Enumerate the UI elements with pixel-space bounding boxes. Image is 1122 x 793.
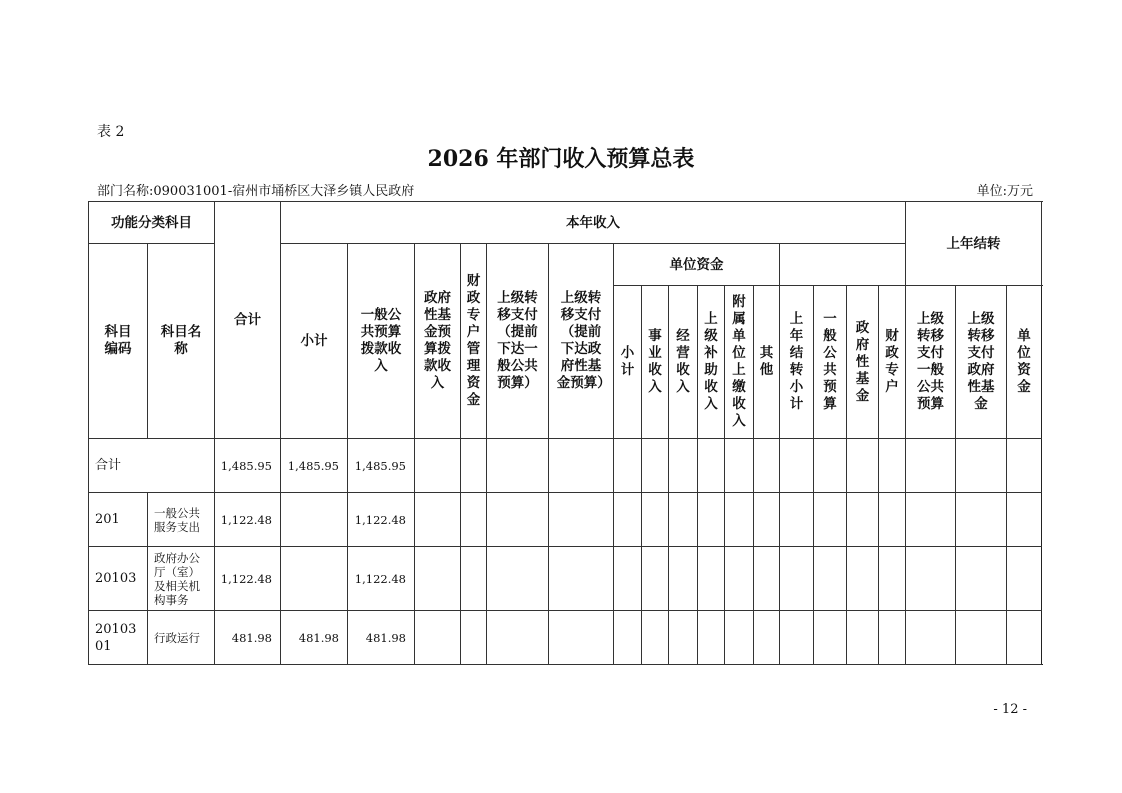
header-fiscal-special: 财政专户管理资金 [461, 244, 487, 439]
header-uf-subtotal: 小计 [614, 286, 642, 439]
header-uf-other: 其他 [754, 286, 780, 439]
header-general-budget: 一般公共预算拨款收入 [348, 244, 415, 439]
row-general-budget: 481.98 [348, 611, 415, 665]
header-ly-transfer-fund: 上级转移支付政府性基金 [956, 286, 1007, 439]
row-code: 201 [89, 493, 148, 547]
row-name: 行政运行 [148, 611, 215, 665]
header-ly-transfer-general: 上级转移支付一般公共预算 [906, 286, 956, 439]
row-code: 合计 [89, 439, 215, 493]
header-transfer-general: 上级转移支付（提前下达一般公共预算） [487, 244, 549, 439]
header-ly-unit: 单位资金 [1007, 286, 1042, 439]
document-title: 2026 年部门收入预算总表 [427, 146, 695, 172]
table-row [89, 611, 1042, 665]
row-name: 一般公共服务支出 [148, 493, 215, 547]
budget-table [88, 201, 1042, 665]
header-ly-gov-fund: 政府性基金 [847, 286, 879, 439]
header-uf-affiliated: 附属单位上缴收入 [725, 286, 754, 439]
header-ly-subtotal: 上年结转小计 [780, 286, 814, 439]
row-subtotal [281, 547, 348, 611]
row-subtotal: 1,485.95 [281, 439, 348, 493]
page-number: - 12 - [993, 702, 1027, 717]
row-total: 1,485.95 [215, 439, 281, 493]
table-row [89, 439, 1042, 493]
department-name: 部门名称:090031001-宿州市埇桥区大泽乡镇人民政府 [97, 184, 415, 199]
header-this-year: 本年收入 [281, 202, 906, 244]
header-ly-fiscal: 财政专户 [879, 286, 906, 439]
row-subtotal [281, 493, 348, 547]
header-subtotal: 小计 [281, 244, 348, 439]
table-row [89, 493, 1042, 547]
row-total: 1,122.48 [215, 493, 281, 547]
header-total: 合计 [215, 202, 281, 439]
header-gov-fund: 政府性基金预算拨款收入 [415, 244, 461, 439]
row-total: 481.98 [215, 611, 281, 665]
header-uf-operating: 经营收入 [669, 286, 698, 439]
row-total: 1,122.48 [215, 547, 281, 611]
header-name: 科目名称 [148, 244, 215, 439]
header-unit-funds: 单位资金 [614, 244, 780, 286]
header-ly-general: 一般公共预算 [814, 286, 847, 439]
row-general-budget: 1,122.48 [348, 547, 415, 611]
table-row [89, 547, 1042, 611]
header-code: 科目编码 [89, 244, 148, 439]
row-code: 20103 [89, 547, 148, 611]
unit-label: 单位:万元 [976, 184, 1033, 199]
header-last-year: 上年结转 [906, 202, 1042, 286]
row-general-budget: 1,122.48 [348, 493, 415, 547]
row-name: 政府办公厅（室）及相关机构事务 [148, 547, 215, 611]
header-uf-subsidy: 上级补助收入 [698, 286, 725, 439]
header-func-class: 功能分类科目 [89, 202, 215, 244]
row-code: 2010301 [89, 611, 148, 665]
header-uf-business: 事业收入 [642, 286, 669, 439]
row-general-budget: 1,485.95 [348, 439, 415, 493]
row-subtotal: 481.98 [281, 611, 348, 665]
table-label: 表 2 [97, 124, 125, 140]
header-transfer-fund: 上级转移支付（提前下达政府性基金预算） [549, 244, 614, 439]
